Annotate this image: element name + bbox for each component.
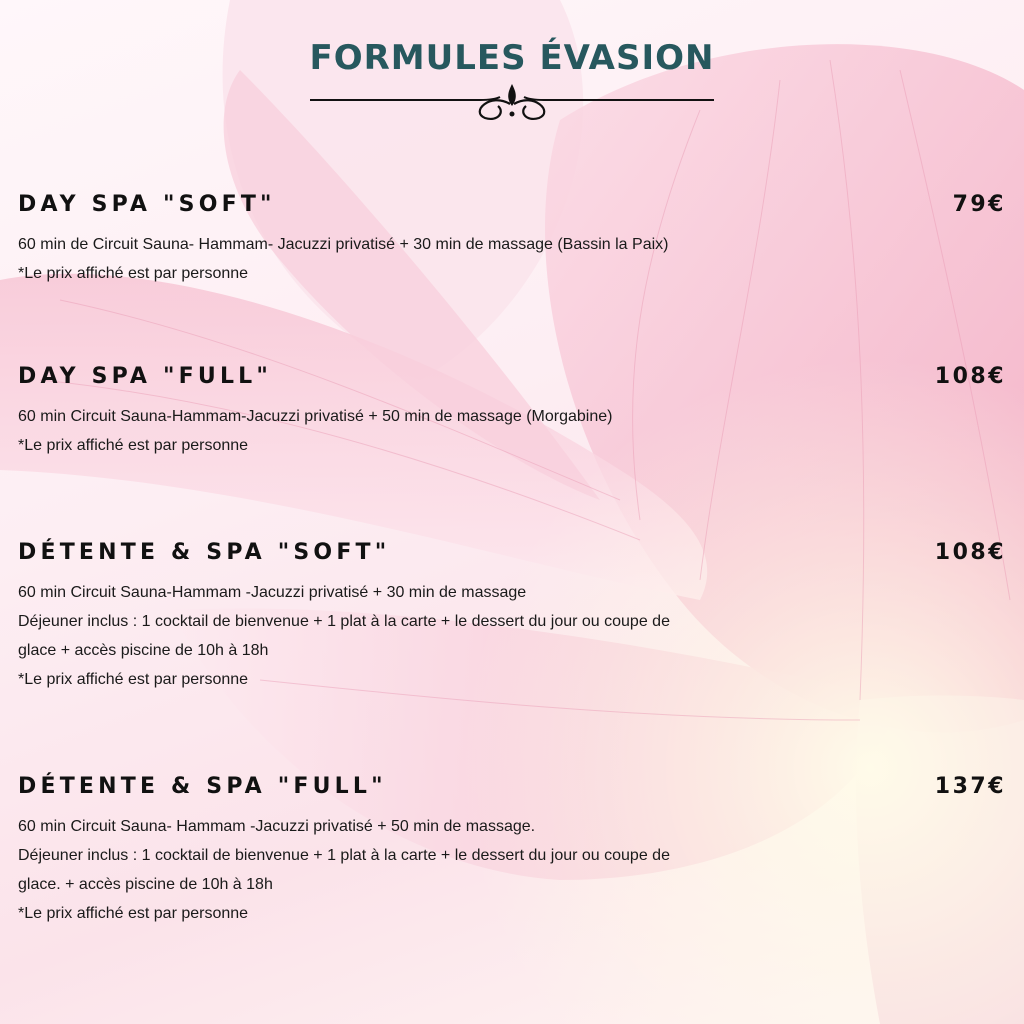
service-description — [18, 230, 818, 288]
description-line: glace + accès piscine de 10h à 18h — [18, 642, 269, 659]
price-note: *Le prix affiché est par personne — [18, 905, 249, 922]
price-note: *Le prix affiché est par personne — [18, 265, 249, 282]
service-detente-spa-soft — [18, 540, 1008, 694]
description-line: 60 min Circuit Sauna-Hammam-Jacuzzi privatisé + 50 min de massage (Morgabine) — [18, 408, 613, 425]
service-name: DAY SPA "FULL" — [18, 364, 273, 389]
service-name: DÉTENTE & SPA "SOFT" — [18, 540, 391, 565]
description-line: 60 min Circuit Sauna- Hammam -Jacuzzi privatisé + 50 min de massage. — [18, 818, 536, 835]
service-price: 108€ — [934, 540, 1006, 565]
service-name: DAY SPA "SOFT" — [18, 192, 276, 217]
description-line: Déjeuner inclus : 1 cocktail de bienvenue + 1 plat à la carte + le dessert du jour ou coupe de — [18, 847, 670, 864]
description-line: 60 min de Circuit Sauna- Hammam- Jacuzzi privatisé + 30 min de massage (Bassin la Paix) — [18, 236, 669, 253]
service-name: DÉTENTE & SPA "FULL" — [18, 774, 387, 799]
service-price: 108€ — [934, 364, 1006, 389]
price-note: *Le prix affiché est par personne — [18, 671, 249, 688]
page-title: FORMULES ÉVASION — [309, 38, 715, 78]
description-line: Déjeuner inclus : 1 cocktail de bienvenue + 1 plat à la carte + le dessert du jour ou coupe de — [18, 613, 670, 630]
service-price: 137€ — [934, 774, 1006, 799]
description-line: glace. + accès piscine de 10h à 18h — [18, 876, 273, 893]
price-note: *Le prix affiché est par personne — [18, 437, 249, 454]
service-price: 79€ — [952, 192, 1006, 217]
ornamental-divider-icon — [310, 82, 714, 126]
service-day-spa-full — [18, 364, 1008, 460]
service-description — [18, 812, 818, 928]
service-description — [18, 402, 818, 460]
service-description — [18, 578, 818, 694]
service-detente-spa-full — [18, 774, 1008, 928]
service-day-spa-soft — [18, 192, 1008, 288]
description-line: 60 min Circuit Sauna-Hammam -Jacuzzi privatisé + 30 min de massage — [18, 584, 527, 601]
